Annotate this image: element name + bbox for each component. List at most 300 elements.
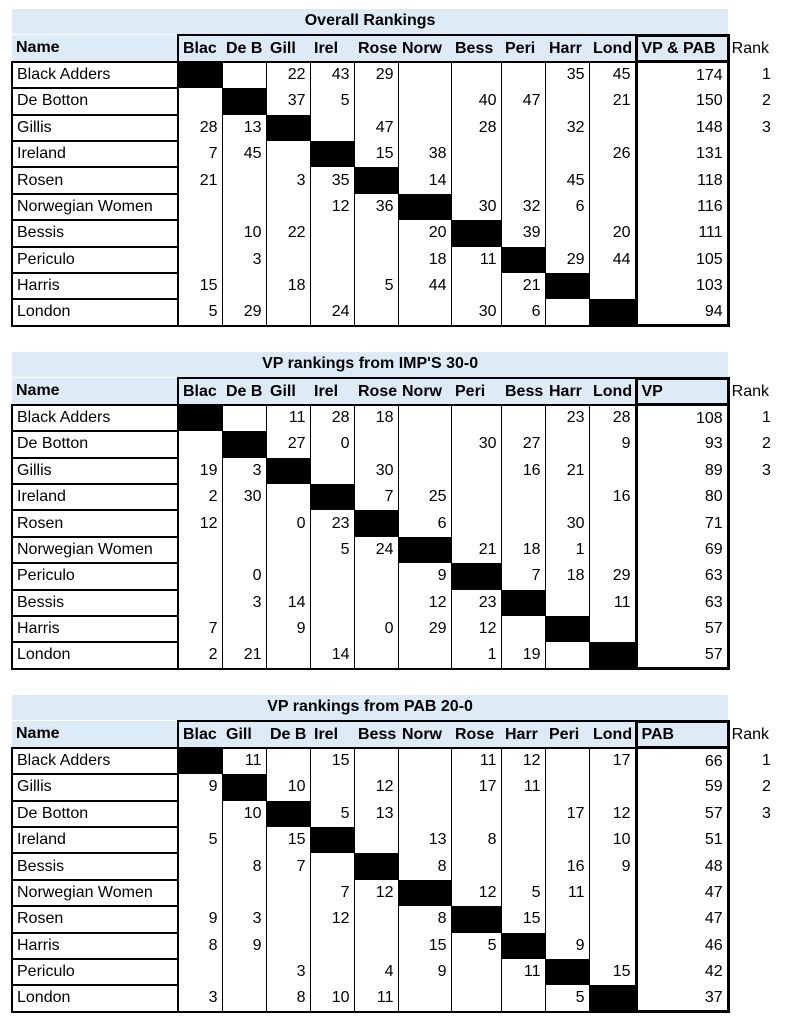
team-name: De Botton: [12, 88, 178, 114]
self-match-cell: [354, 167, 398, 193]
team-name: De Botton: [12, 801, 178, 827]
score-cell: [310, 115, 354, 141]
table-title: VP rankings from PAB 20-0: [12, 695, 728, 721]
column-header: Rose: [354, 378, 398, 404]
score-cell: [354, 642, 398, 668]
score-cell: [451, 510, 501, 536]
score-cell: [398, 88, 451, 114]
rank-cell: [728, 273, 803, 299]
score-cell: [222, 827, 266, 853]
rank-cell: [728, 906, 803, 932]
score-cell: [222, 405, 266, 431]
self-match-cell: [451, 563, 501, 589]
self-match-cell: [266, 801, 310, 827]
score-cell: [398, 458, 451, 484]
score-cell: [398, 431, 451, 457]
total-header: VP & PAB: [636, 35, 728, 61]
total-cell: 42: [636, 959, 728, 985]
total-cell: 131: [636, 141, 728, 167]
rank-cell: [728, 827, 803, 853]
table-row: [12, 62, 803, 88]
score-cell: 3: [222, 458, 266, 484]
score-cell: [222, 616, 266, 642]
self-match-cell: [222, 774, 266, 800]
rank-cell: [728, 985, 803, 1011]
score-cell: 11: [589, 590, 636, 616]
score-cell: [222, 194, 266, 220]
score-cell: [266, 537, 310, 563]
self-match-cell: [451, 906, 501, 932]
self-match-cell: [310, 484, 354, 510]
score-cell: 7: [178, 616, 222, 642]
score-cell: 10: [222, 220, 266, 246]
rank-cell: 1: [761, 65, 771, 83]
score-cell: 30: [451, 194, 501, 220]
score-cell: 8: [398, 906, 451, 932]
total-cell: 89: [636, 458, 728, 484]
self-match-cell: [178, 62, 222, 88]
rank-cell: [728, 590, 803, 616]
total-cell: 94: [636, 299, 728, 325]
score-cell: 13: [222, 115, 266, 141]
score-cell: [222, 510, 266, 536]
score-cell: 3: [178, 985, 222, 1011]
score-cell: 18: [266, 273, 310, 299]
self-match-cell: [501, 247, 545, 273]
team-name: Harris: [12, 616, 178, 642]
score-cell: [178, 590, 222, 616]
score-cell: 35: [545, 62, 589, 88]
score-cell: 12: [178, 510, 222, 536]
column-header: Irel: [310, 378, 354, 404]
table-row: [12, 906, 803, 932]
table-row: [12, 590, 803, 616]
team-name: Norwegian Women: [12, 880, 178, 906]
score-cell: [354, 590, 398, 616]
self-match-cell: [545, 959, 589, 985]
score-cell: [545, 299, 589, 325]
score-cell: [354, 906, 398, 932]
score-cell: 30: [451, 299, 501, 325]
table-row: [12, 273, 803, 299]
score-cell: [501, 827, 545, 853]
column-header: Lond: [589, 35, 636, 61]
self-match-cell: [310, 141, 354, 167]
self-match-cell: [398, 537, 451, 563]
score-cell: 27: [266, 431, 310, 457]
table-row: [12, 563, 803, 589]
score-cell: [589, 167, 636, 193]
score-cell: [398, 299, 451, 325]
rank-cell: [728, 220, 803, 246]
score-cell: 21: [545, 458, 589, 484]
total-cell: 47: [636, 906, 728, 932]
table-row: [12, 220, 803, 246]
score-cell: 2: [178, 642, 222, 668]
score-cell: [354, 827, 398, 853]
score-cell: [589, 115, 636, 141]
score-cell: 5: [310, 88, 354, 114]
score-cell: [451, 167, 501, 193]
score-cell: [589, 906, 636, 932]
score-cell: [266, 141, 310, 167]
score-cell: 0: [354, 616, 398, 642]
score-cell: 15: [589, 959, 636, 985]
self-match-cell: [266, 458, 310, 484]
score-cell: 3: [222, 247, 266, 273]
team-name: Rosen: [12, 510, 178, 536]
score-cell: 18: [501, 537, 545, 563]
score-cell: [501, 985, 545, 1011]
score-cell: [310, 774, 354, 800]
score-cell: [451, 959, 501, 985]
score-cell: 45: [222, 141, 266, 167]
score-cell: 15: [354, 141, 398, 167]
score-cell: [589, 933, 636, 959]
score-cell: [501, 62, 545, 88]
table-row: [12, 458, 803, 484]
table-row: [12, 853, 803, 879]
score-cell: [266, 247, 310, 273]
column-header: Gill: [266, 378, 310, 404]
rank-cell: 2: [761, 92, 771, 110]
table-row: [12, 431, 803, 457]
score-cell: 19: [501, 642, 545, 668]
score-cell: [178, 431, 222, 457]
score-cell: [178, 563, 222, 589]
score-cell: 4: [354, 959, 398, 985]
column-header: Rose: [451, 721, 501, 747]
rank-cell: [728, 563, 803, 589]
score-cell: 14: [310, 642, 354, 668]
score-cell: 44: [398, 273, 451, 299]
score-cell: 15: [501, 906, 545, 932]
results-grid: [11, 695, 803, 1013]
team-name: Gillis: [12, 115, 178, 141]
team-name: Rosen: [12, 906, 178, 932]
score-cell: 29: [222, 299, 266, 325]
score-cell: 3: [266, 167, 310, 193]
total-cell: 174: [636, 62, 728, 88]
total-cell: 116: [636, 194, 728, 220]
score-cell: 0: [222, 563, 266, 589]
score-cell: 11: [266, 405, 310, 431]
self-match-cell: [545, 616, 589, 642]
score-cell: 13: [354, 801, 398, 827]
table-row: [12, 484, 803, 510]
score-cell: [545, 484, 589, 510]
rank-header: Rank: [728, 721, 803, 747]
column-header: Norw: [398, 35, 451, 61]
score-cell: [589, 458, 636, 484]
score-cell: [501, 115, 545, 141]
score-cell: [266, 906, 310, 932]
score-cell: [501, 141, 545, 167]
table-row: [12, 880, 803, 906]
score-cell: [589, 273, 636, 299]
rank-cell: 2: [761, 435, 771, 453]
score-cell: [589, 774, 636, 800]
team-name: Norwegian Women: [12, 194, 178, 220]
self-match-cell: [398, 880, 451, 906]
score-cell: 12: [589, 801, 636, 827]
score-cell: [451, 273, 501, 299]
title-spacer: [728, 695, 803, 721]
score-cell: 15: [398, 933, 451, 959]
score-cell: 21: [501, 273, 545, 299]
rank-cell: 1: [761, 408, 771, 426]
score-cell: 30: [222, 484, 266, 510]
score-cell: 5: [354, 273, 398, 299]
score-cell: [354, 88, 398, 114]
score-cell: 29: [354, 62, 398, 88]
column-header: Blac: [178, 378, 222, 404]
score-cell: [501, 616, 545, 642]
rank-cell: 1: [761, 751, 771, 769]
score-cell: [589, 880, 636, 906]
score-cell: [222, 985, 266, 1011]
title-spacer: [728, 352, 803, 378]
score-cell: 18: [354, 405, 398, 431]
score-cell: 9: [545, 933, 589, 959]
title-spacer: [728, 9, 803, 35]
score-cell: [178, 220, 222, 246]
score-cell: [178, 853, 222, 879]
score-cell: [501, 405, 545, 431]
score-cell: 5: [501, 880, 545, 906]
score-cell: 12: [451, 616, 501, 642]
self-match-cell: [501, 590, 545, 616]
name-header: Name: [12, 378, 178, 404]
score-cell: 28: [589, 405, 636, 431]
score-cell: 17: [451, 774, 501, 800]
table-row: [12, 959, 803, 985]
column-header: Bess: [501, 378, 545, 404]
team-name: Norwegian Women: [12, 537, 178, 563]
score-cell: [451, 985, 501, 1011]
score-cell: [266, 748, 310, 774]
score-cell: 45: [589, 62, 636, 88]
score-cell: 11: [501, 774, 545, 800]
score-cell: 15: [178, 273, 222, 299]
score-cell: 26: [589, 141, 636, 167]
score-cell: 9: [222, 933, 266, 959]
score-cell: 11: [545, 880, 589, 906]
score-cell: [545, 141, 589, 167]
score-cell: 23: [545, 405, 589, 431]
rank-cell: [728, 141, 803, 167]
score-cell: [501, 801, 545, 827]
score-cell: 45: [545, 167, 589, 193]
rank-cell: [728, 167, 803, 193]
score-cell: 6: [545, 194, 589, 220]
rank-cell: [728, 537, 803, 563]
score-cell: [266, 194, 310, 220]
table-row: [12, 774, 803, 800]
score-cell: [501, 510, 545, 536]
score-cell: [354, 220, 398, 246]
score-cell: 32: [545, 115, 589, 141]
total-cell: 93: [636, 431, 728, 457]
total-cell: 118: [636, 167, 728, 193]
score-cell: [310, 933, 354, 959]
table-row: [12, 194, 803, 220]
self-match-cell: [310, 827, 354, 853]
score-cell: 43: [310, 62, 354, 88]
total-cell: 47: [636, 880, 728, 906]
results-grid: [11, 9, 803, 327]
score-cell: [222, 62, 266, 88]
total-cell: 69: [636, 537, 728, 563]
score-cell: 22: [266, 62, 310, 88]
score-cell: 7: [310, 880, 354, 906]
self-match-cell: [451, 220, 501, 246]
self-match-cell: [589, 642, 636, 668]
total-cell: 57: [636, 801, 728, 827]
rank-cell: [728, 194, 803, 220]
score-cell: 21: [178, 167, 222, 193]
rank-cell: [728, 880, 803, 906]
score-cell: 28: [310, 405, 354, 431]
column-header: Peri: [451, 378, 501, 404]
total-cell: 108: [636, 405, 728, 431]
score-cell: [178, 88, 222, 114]
rank-cell: [728, 933, 803, 959]
score-cell: 7: [178, 141, 222, 167]
score-cell: [266, 933, 310, 959]
score-cell: 7: [354, 484, 398, 510]
total-cell: 111: [636, 220, 728, 246]
score-cell: [398, 115, 451, 141]
team-name: Bessis: [12, 590, 178, 616]
score-cell: 7: [266, 853, 310, 879]
score-cell: 11: [451, 247, 501, 273]
team-name: Periculo: [12, 959, 178, 985]
table-row: [12, 537, 803, 563]
score-cell: [222, 167, 266, 193]
column-header: Gill: [222, 721, 266, 747]
score-cell: [354, 247, 398, 273]
team-name: London: [12, 642, 178, 668]
rank-cell: 3: [761, 461, 771, 479]
score-cell: 8: [398, 853, 451, 879]
score-cell: 14: [398, 167, 451, 193]
self-match-cell: [398, 194, 451, 220]
score-cell: 11: [501, 959, 545, 985]
score-cell: 23: [310, 510, 354, 536]
score-cell: [451, 801, 501, 827]
score-cell: [451, 458, 501, 484]
score-cell: 19: [178, 458, 222, 484]
table-row: [12, 985, 803, 1011]
rank-cell: [728, 299, 803, 325]
score-cell: 39: [501, 220, 545, 246]
column-header: De B: [222, 35, 266, 61]
table-row: [12, 88, 803, 114]
score-cell: 16: [545, 853, 589, 879]
score-cell: [398, 405, 451, 431]
score-cell: [266, 880, 310, 906]
score-cell: [589, 616, 636, 642]
score-cell: [545, 906, 589, 932]
team-name: Harris: [12, 933, 178, 959]
score-cell: [545, 220, 589, 246]
score-cell: 47: [501, 88, 545, 114]
score-cell: [354, 933, 398, 959]
score-cell: 9: [589, 431, 636, 457]
score-cell: [222, 273, 266, 299]
score-cell: 17: [545, 801, 589, 827]
self-match-cell: [589, 985, 636, 1011]
score-cell: [310, 959, 354, 985]
score-cell: 36: [354, 194, 398, 220]
score-cell: [451, 405, 501, 431]
rank-cell: [728, 616, 803, 642]
column-header: Harr: [545, 378, 589, 404]
score-cell: [310, 590, 354, 616]
rank-cell: [728, 247, 803, 273]
score-cell: 44: [589, 247, 636, 273]
table-row: [12, 642, 803, 668]
score-cell: [266, 484, 310, 510]
score-cell: [354, 748, 398, 774]
team-name: De Botton: [12, 431, 178, 457]
team-name: Ireland: [12, 141, 178, 167]
table-row: [12, 299, 803, 325]
team-name: Bessis: [12, 220, 178, 246]
score-cell: 0: [266, 510, 310, 536]
column-header: Gill: [266, 35, 310, 61]
total-header: VP: [636, 378, 728, 404]
team-name: Harris: [12, 273, 178, 299]
score-cell: 8: [178, 933, 222, 959]
name-header: Name: [12, 35, 178, 61]
rank-cell: [728, 510, 803, 536]
score-cell: 12: [398, 590, 451, 616]
column-header: Harr: [545, 35, 589, 61]
score-cell: 32: [501, 194, 545, 220]
total-cell: 37: [636, 985, 728, 1011]
score-cell: [354, 299, 398, 325]
score-cell: 7: [501, 563, 545, 589]
score-cell: 11: [354, 985, 398, 1011]
score-cell: 16: [501, 458, 545, 484]
score-cell: [178, 880, 222, 906]
total-cell: 48: [636, 853, 728, 879]
total-cell: 57: [636, 616, 728, 642]
score-cell: [266, 563, 310, 589]
score-cell: 24: [310, 299, 354, 325]
score-cell: 38: [398, 141, 451, 167]
score-cell: 1: [545, 537, 589, 563]
score-cell: [178, 537, 222, 563]
table-row: [12, 115, 803, 141]
score-cell: 47: [354, 115, 398, 141]
table-row: [12, 167, 803, 193]
column-header: Lond: [589, 721, 636, 747]
score-cell: 6: [398, 510, 451, 536]
score-cell: [310, 616, 354, 642]
score-cell: 30: [451, 431, 501, 457]
rank-cell: [728, 484, 803, 510]
score-cell: 9: [178, 774, 222, 800]
self-match-cell: [545, 273, 589, 299]
score-cell: [310, 247, 354, 273]
total-cell: 103: [636, 273, 728, 299]
rank-cell: [728, 853, 803, 879]
team-name: Gillis: [12, 458, 178, 484]
score-cell: 9: [398, 959, 451, 985]
